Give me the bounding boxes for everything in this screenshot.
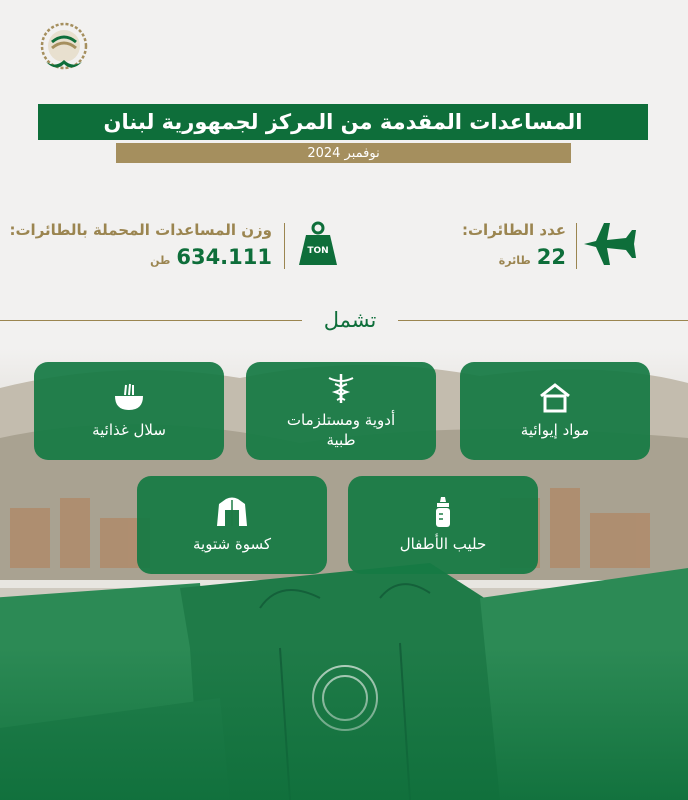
date-banner: نوفمبر 2024 [116,143,571,163]
food-bowl-icon [111,382,147,414]
weight-stat [9,215,350,275]
card-shelter [460,362,650,460]
ksrelief-logo [34,18,94,80]
includes-heading: تشمل [302,305,398,335]
planes-value: 22 [536,245,566,269]
winter-jacket-icon [214,496,250,528]
card-baby-milk [348,476,538,574]
weight-icon [296,221,340,267]
house-icon [537,382,573,414]
card-shelter-label: مواد إيوائية [520,421,590,439]
page-title: المساعدات المقدمة من المركز لجمهورية لبنان [38,104,648,140]
planes-unit: طائرة [498,254,531,267]
card-medical [246,362,436,460]
card-baby-milk-label: حليب الأطفال [399,535,487,553]
weight-icon-text: TON [307,246,329,256]
medical-caduceus-icon [323,372,359,404]
card-winter-clothing [137,476,327,574]
weight-unit: طن [150,254,171,267]
planes-stat [461,215,650,275]
weight-value: 634.111 [176,245,272,269]
weight-label: وزن المساعدات المحملة بالطائرات: [9,221,272,239]
card-food [34,362,224,460]
airplane-icon [582,219,638,273]
card-winter-clothing-label: كسوة شتوية [193,535,271,553]
planes-label: عدد الطائرات: [461,221,566,239]
card-food-label: سلال غذائية [92,421,166,439]
card-medical-label: أدوية ومستلزمات طبية [286,411,396,449]
baby-bottle-icon [425,496,461,528]
